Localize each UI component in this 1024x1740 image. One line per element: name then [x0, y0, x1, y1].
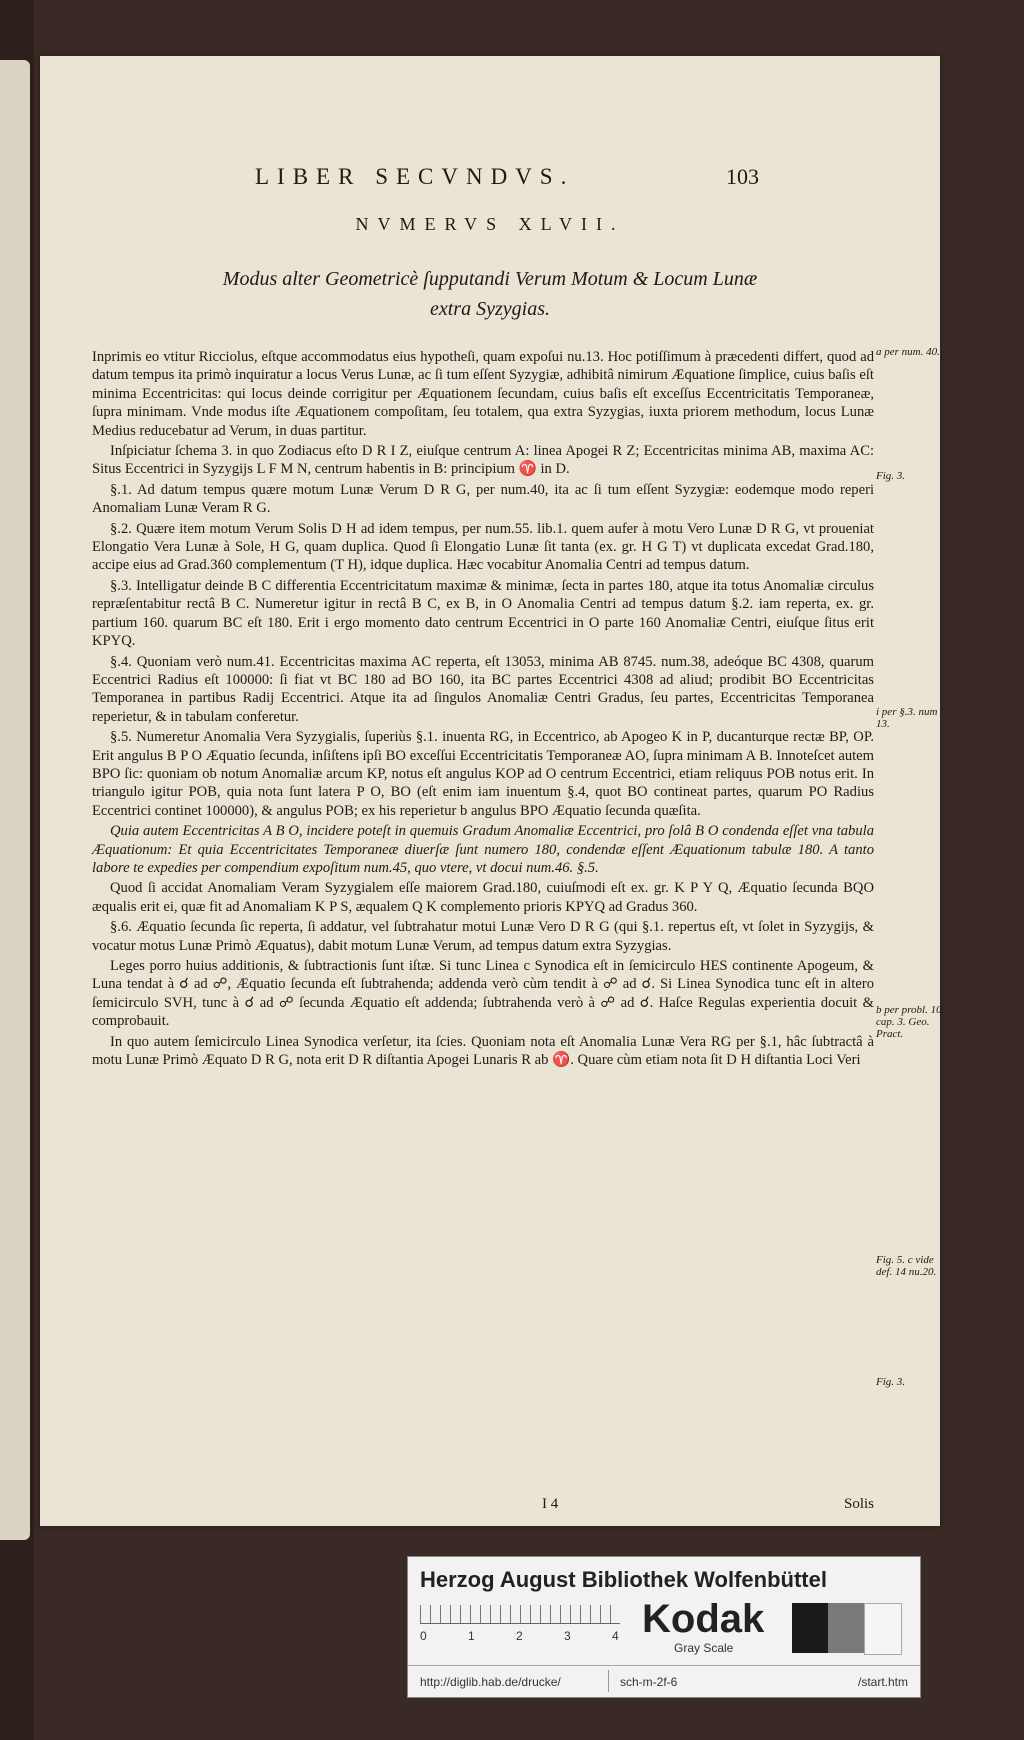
- paragraph-6: §.4. Quoniam verò num.41. Eccentricitas maxima AC reperta, eſt 13053, minima AB 8745. num.38, adeóque BC 4308, quarum Eccentrici Radius eſt 100000: ſi fiat vt BC 180 ad BO 160, ita BC partes Eccentrici 4308 ad aliud; prodibit BO Eccentricitas Temporanea in partibus Radij Eccentrici. Atque ita ad ſingulos Anomaliæ Centri Gradus, ſeu partes, Eccentricitas Temporanea reperietur, & in tabulam conferetur.: [92, 653, 874, 725]
- margin-note-2: Fig. 3.: [876, 470, 906, 482]
- swatch-gray: [828, 1603, 864, 1653]
- kodak-logo: Kodak: [642, 1597, 765, 1641]
- body-text: [92, 348, 874, 1071]
- ruler-number: 3: [564, 1629, 571, 1643]
- page-number: 103: [726, 164, 759, 189]
- paragraph-1: Inprimis eo vtitur Ricciolus, eſtque accommodatus eius hypotheſi, quam expoſui nu.13. Hoc potiſſimum à præcedenti differt, quod ad datum tempus ita primò inquiratur a locus Verus Lunæ, ac ſi tum eſſent Syzygiæ, adhibitâ nimirum Æquatione ſimplice, cuius baſis eſt minima Eccentricitas: qui locus deinde corrigitur per Æquationem ſecundam, cuius baſis eſt exceſſus Eccentricitatis Temporaneæ, ſupra minimam. Vnde modus iſte Æquationem compoſitam, ſeu totalem, qua extra Syzygias, iuxta priorem methodum, locus Lunæ Medius reducebatur ad Verum, in duas partitur.: [92, 349, 874, 439]
- margin-note-4: b per probl. 10. cap. 3. Geo. Pract.: [876, 1004, 945, 1040]
- url-separator: [608, 1670, 609, 1692]
- scale-ruler: [420, 1605, 620, 1624]
- catchword: Solis: [843, 1496, 874, 1512]
- previous-page-edge: [0, 60, 30, 1540]
- swatch-black: [792, 1603, 828, 1653]
- ruler-number: 4: [612, 1629, 619, 1643]
- title-line-2: extra Syzygias.: [430, 298, 550, 320]
- paragraph-2: Inſpiciatur ſchema 3. in quo Zodiacus eſto D R I Z, eiuſque centrum A: linea Apogei R Z; Eccentricitas minima AB, maxima AC: Situs Eccentrici in Syzygijs L F M N, centrum habentis in B: principium ♈ in D.: [92, 443, 874, 478]
- paragraph-7: §.5. Numeretur Anomalia Vera Syzygialis, ſuperiùs §.1. inuenta RG, in Eccentrico, ab Apogeo K in P, ducanturque rectæ BP, OP. Erit angulus B P O Æquatio ſecunda, inſiſtens ipſi BO exceſſui Eccentricitatis Temporaneæ AO, ſupra minimam A B. Innoteſcet autem BPO ſic: quoniam ob notum Anomaliæ arcum KP, notus eſt angulus KOP ad O centrum Eccentrici, etiam reliquus POB notus erit. In triangulo igitur POB, quia nota ſunt latera P O, BO (eſt enim iam inuentum §.4, quot BO contineat partes, quarum PO Radius Eccentrici continet 100000), & angulus POB; ex his reperietur b angulus BPO Æquatio ſecunda quæſita.: [92, 729, 874, 819]
- paragraph-11: In quo autem ſemicirculo Linea Synodica verſetur, ita ſcies. Quoniam nota eſt Anomalia Lunæ Vera RG per §.1, hâc ſubtractâ à motu Lunæ Primò Æquato D R G, nota erit D R diſtantia Apogei Lunaris R ab ♈. Quare cùm etiam nota ſit D H diſtantia Loci Veri: [92, 1033, 874, 1069]
- url-mid[interactable]: sch-m-2f-6: [620, 1675, 678, 1689]
- paragraph-10: Leges porro huius additionis, & ſubtractionis ſunt iſtæ. Si tunc Linea c Synodica eſt in ſemicirculo HES continente Apogeum, & Luna tendat à ☌ ad ☍, Æquatio ſecunda eſt ſubtrahenda; addenda verò cùm tendit à ☍ ad ☌. Si Linea Synodica tunc eſt in altero ſemicirculo SVH, tunc à ☌ ad ☍ ſecunda Æquatio eſt addenda; ſubtrahenda verò à ☍ ad ☌. Haſce Regulas experientia docuit & comprobauit.: [92, 958, 874, 1030]
- title-line-1: Modus alter Geometricè ſupputandi Verum Motum & Locum Lunæ: [222, 268, 758, 290]
- margin-note-5: Fig. 5. c vide def. 14 nu.20.: [876, 1254, 937, 1278]
- margin-note-3: i per §.3. num 13.: [876, 706, 938, 730]
- page-footer: [92, 1496, 874, 1516]
- ruler-number: 0: [420, 1629, 427, 1643]
- ruler-number: 1: [468, 1629, 475, 1643]
- section-number: NVMERVS XLVII.: [355, 214, 625, 234]
- color-target-card: [407, 1556, 921, 1698]
- library-name: Herzog August Bibliothek Wolfenbüttel: [420, 1567, 827, 1592]
- paragraph-9: §.6. Æquatio ſecunda ſic reperta, ſi addatur, vel ſubtrahatur motui Lunæ Vero D R G (qui §.1. repertus eſt, vt ſolet in Syzygijs, & vocatur motus Lunæ Primò Æquatus), dabit motum Lunæ Verum, ad tempus datum extra Syzygias.: [92, 919, 874, 954]
- paragraph-8: Quod ſi accidat Anomaliam Veram Syzygialem eſſe maiorem Grad.180, cuiuſmodi eſt ex. gr. K P Y Q, Æquatio ſecunda BQO æqualis erit ei, quæ fit ad Anomaliam K P S, æqualem Q K complemento prioris KPYQ ad Gradus 360.: [92, 880, 874, 915]
- url-right[interactable]: /start.htm: [857, 1675, 908, 1689]
- section-title: [130, 264, 850, 324]
- paragraph-4: §.2. Quære item motum Verum Solis D H ad idem tempus, per num.55. lib.1. quem aufer à motu Vero Lunæ D R G, vt proueniat Elongatio Vera Lunæ à Sole, H G, quam duplica. Quod ſi Elongatio Lunæ ſit tanta (ex. gr. H G T) vt duplicata excedat Grad.180, accipe eius ad Grad.360 complementum (T H), idque duplica. Hæc vocabitur Anomalia Centri ad tempus datum.: [92, 520, 874, 574]
- margin-note-1: a per num. 40.: [876, 346, 940, 358]
- swatch-white: [864, 1603, 902, 1655]
- paragraph-5: §.3. Intelligatur deinde B C differentia Eccentricitatum maximæ & minimæ, ſecta in partes 180, atque ita totus Anomaliæ circulus repræſentabitur rectâ B C. Numeretur igitur in rectâ B C, ex B, in O Anomalia Centri ad tempus datum §.2. iam reperta, ex. gr. partium 160. quarum BC eſt 180. Erit i ergo momento dato centrum Eccentrici in O parte 160 Anomaliæ Centri, eiuſque ſitus erit KPYQ.: [92, 577, 874, 650]
- signature-mark: I 4: [542, 1496, 559, 1512]
- paragraph-3: §.1. Ad datum tempus quære motum Lunæ Verum D R G, per num.40, ita ac ſi tum eſſent Syzygiæ: eodemque modo reperi Anomaliam Lunæ Veram R G.: [92, 481, 874, 517]
- gray-scale-label: Gray Scale: [674, 1641, 734, 1655]
- running-head: LIBER SECVNDVS.: [255, 164, 575, 189]
- gray-swatches: [792, 1603, 902, 1653]
- page-header: [40, 164, 940, 194]
- italic-paragraph: Quia autem Eccentricitas A B O, incidere poteſt in quemuis Gradum Anomaliæ Eccentrici, pro ſolâ B O condenda eſſet vna tabula Æquationum: Et quia Eccentricitates Temporaneæ diuerſæ ſunt numero 180, condendæ eſſent Æquationum tabulæ 180. A tanto labore te expedies per compendium expoſitum num.45, quo vtere, vt docui num.46. §.5.: [92, 823, 874, 876]
- url-bar: [408, 1665, 920, 1696]
- margin-note-6: Fig. 3.: [876, 1376, 906, 1388]
- book-page: [40, 56, 945, 1526]
- ruler-number: 2: [516, 1629, 523, 1643]
- url-left[interactable]: http://diglib.hab.de/drucke/: [420, 1675, 561, 1689]
